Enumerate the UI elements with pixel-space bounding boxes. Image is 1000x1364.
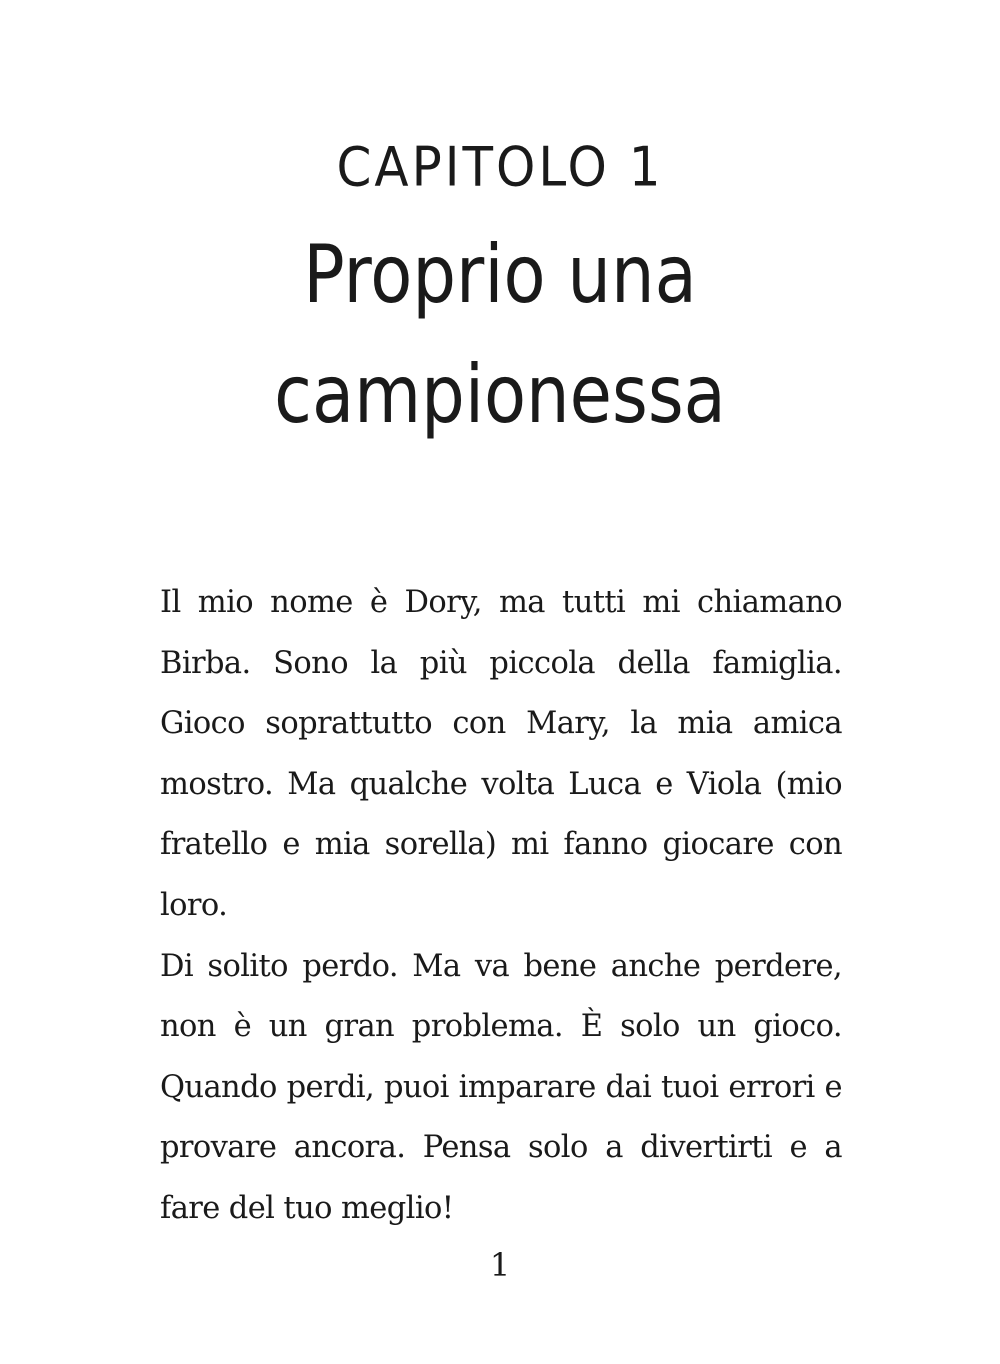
chapter-label: CAPITOLO 1 — [336, 135, 664, 199]
paragraph: Il mio nome è Dory, ma tutti mi chiamano Birba. Sono la più piccola della famiglia. Gioco soprattutto con Mary, la mia amica mostro. Ma qualche volta Luca e Viola (mio fratello e mia sorella) mi fanno giocare con loro. — [160, 585, 842, 923]
chapter-title-line-1: Proprio una — [303, 228, 697, 321]
chapter-title-line-2: campionessa — [274, 348, 726, 441]
paragraph: Di solito perdo. Ma va bene anche perdere, non è un gran problema. È solo un gioco. Quando perdi, puoi imparare dai tuoi errori e provare ancora. Pensa solo a divertirti e a fare del tuo meglio! — [160, 948, 842, 1226]
body-text — [160, 573, 842, 1240]
page-number: 1 — [489, 1246, 511, 1284]
chapter-title — [70, 215, 930, 455]
